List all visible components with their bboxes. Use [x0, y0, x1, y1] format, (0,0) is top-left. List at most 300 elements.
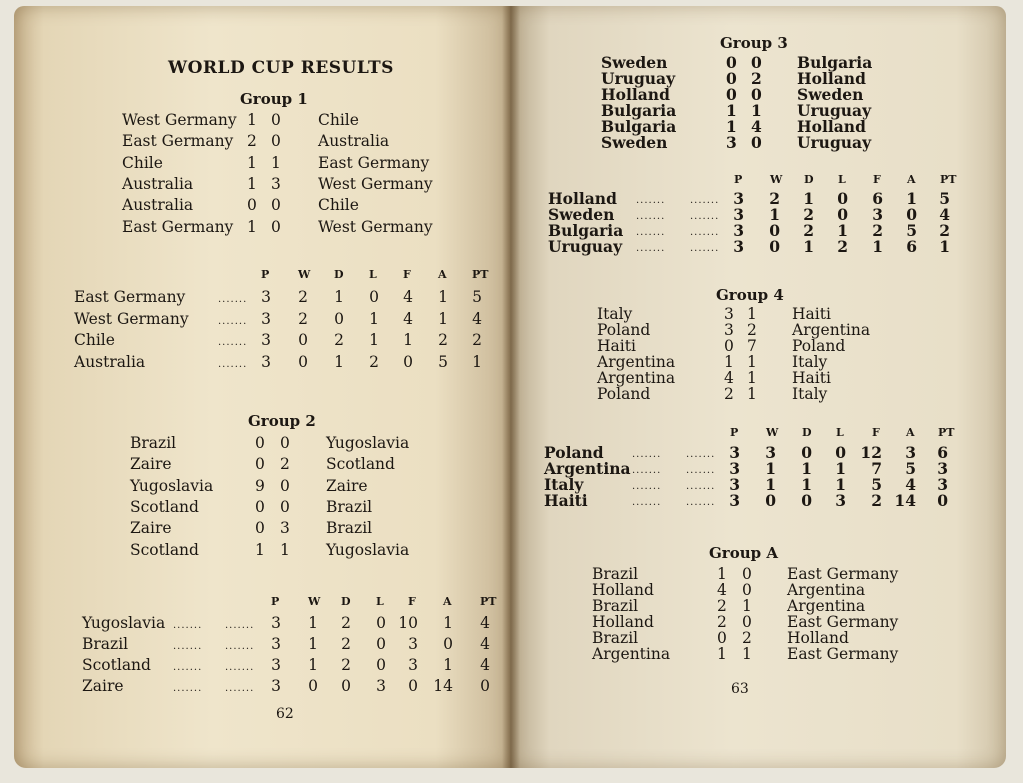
leader-dots: ....... [218, 358, 248, 370]
standings-value: 0 [376, 656, 386, 674]
standings-value: 1 [835, 475, 846, 494]
match-home-score: 0 [726, 85, 737, 104]
match-home-score: 4 [717, 581, 727, 599]
standings-value: 3 [261, 331, 271, 349]
group-2-heading: Group 2 [248, 412, 316, 430]
standings-value: 1 [369, 331, 379, 349]
match-away-score: 0 [742, 613, 752, 631]
match-home-score: 3 [726, 133, 737, 152]
match-away-score: 0 [751, 85, 762, 104]
standings-value: 2 [341, 635, 351, 653]
page-number: 63 [731, 681, 749, 697]
standings-value: 4 [480, 656, 490, 674]
match-away-score: 1 [742, 597, 752, 615]
standings-value: 2 [341, 656, 351, 674]
standings-value: 0 [376, 635, 386, 653]
standings-team: West Germany [74, 309, 189, 328]
match-away-score: 2 [747, 321, 757, 339]
leader-dots: ....... [686, 449, 716, 460]
standings-team: Yugoslavia [82, 614, 166, 632]
standings-value: 4 [480, 614, 490, 632]
match-away-team: Bulgaria [797, 53, 873, 72]
standings-value: 5 [438, 352, 448, 371]
standings-value: 1 [803, 189, 814, 208]
leader-dots: ....... [225, 620, 255, 631]
leader-dots: ....... [218, 315, 248, 327]
standings-value: 2 [803, 221, 814, 240]
leader-dots: ....... [632, 465, 662, 476]
match-home-team: Scotland [130, 540, 199, 559]
standings-value: 0 [308, 677, 318, 695]
standings-value: 3 [376, 677, 386, 695]
match-home-score: 0 [726, 69, 737, 88]
match-away-score: 0 [271, 217, 281, 236]
standings-value: 1 [334, 288, 344, 306]
table-header-d: D [804, 173, 814, 186]
standings-value: 14 [433, 677, 453, 695]
table-header-l: L [836, 426, 844, 439]
match-home-team: Brazil [130, 434, 177, 452]
standings-value: 1 [837, 221, 848, 240]
match-home-score: 1 [255, 540, 265, 559]
match-home-score: 1 [717, 565, 727, 583]
match-home-team: Bulgaria [601, 101, 677, 120]
table-header-a: A [438, 268, 447, 281]
standings-value: 3 [271, 635, 281, 653]
leader-dots: ....... [173, 683, 203, 694]
standings-value: 2 [769, 189, 780, 208]
match-home-team: Scotland [130, 497, 199, 516]
standings-team: East Germany [74, 288, 186, 306]
match-away-score: 1 [747, 353, 757, 371]
match-away-team: West Germany [318, 174, 433, 193]
leader-dots: ....... [218, 337, 248, 348]
leader-dots: ....... [173, 641, 203, 652]
standings-value: 2 [871, 491, 882, 510]
standings-value: 5 [906, 221, 917, 240]
standings-value: 5 [939, 189, 950, 208]
match-home-score: 1 [247, 217, 257, 236]
table-header-l: L [376, 595, 384, 608]
match-away-team: East Germany [787, 613, 899, 631]
match-home-score: 4 [724, 369, 734, 387]
match-home-team: Poland [597, 385, 651, 403]
leader-dots: ....... [690, 195, 720, 206]
match-away-team: Chile [318, 196, 359, 215]
table-header-l: L [369, 268, 377, 281]
leader-dots: ....... [690, 227, 720, 238]
match-away-score: 3 [280, 519, 290, 538]
match-home-team: Poland [597, 321, 651, 339]
standings-value: 1 [765, 459, 776, 478]
table-header-p: P [730, 426, 739, 439]
match-home-team: Sweden [601, 53, 668, 72]
page-title: WORLD CUP RESULTS [168, 58, 394, 78]
standings-value: 4 [403, 288, 413, 306]
table-header-a: A [906, 426, 915, 439]
standings-team: Zaire [82, 677, 124, 695]
match-home-team: East Germany [122, 132, 234, 151]
leader-dots: ....... [173, 662, 203, 673]
match-away-team: East Germany [318, 153, 430, 172]
match-home-team: Brazil [592, 629, 639, 647]
match-home-team: Italy [597, 305, 633, 323]
match-home-score: 3 [724, 321, 734, 339]
match-home-team: Argentina [592, 645, 671, 663]
standings-value: 0 [298, 352, 308, 371]
standings-value: 2 [438, 331, 448, 349]
standings-value: 1 [939, 237, 950, 256]
standings-value: 3 [765, 443, 776, 462]
standings-team: Holland [548, 189, 617, 208]
standings-value: 0 [801, 491, 812, 510]
standings-value: 3 [937, 475, 948, 494]
table-header-f: F [408, 595, 416, 608]
match-away-team: Yugoslavia [326, 434, 410, 452]
match-away-team: Haiti [792, 305, 831, 323]
standings-value: 0 [408, 677, 418, 695]
table-header-w: W [308, 595, 321, 608]
table-header-l: L [838, 173, 846, 186]
match-away-team: Holland [787, 629, 849, 647]
match-home-score: 1 [717, 645, 727, 663]
match-home-team: Uruguay [601, 69, 676, 88]
match-home-score: 1 [247, 111, 257, 129]
match-away-team: West Germany [318, 217, 433, 236]
standings-value: 2 [872, 221, 883, 240]
match-away-score: 0 [280, 476, 290, 495]
standings-value: 0 [837, 205, 848, 224]
match-away-team: Italy [792, 385, 828, 403]
match-away-score: 1 [742, 645, 752, 663]
table-header-d: D [334, 268, 344, 281]
standings-value: 1 [906, 189, 917, 208]
match-away-score: 0 [751, 53, 762, 72]
match-away-score: 2 [751, 69, 762, 88]
page-number: 62 [276, 706, 294, 722]
standings-value: 2 [298, 309, 308, 328]
standings-value: 2 [837, 237, 848, 256]
standings-value: 4 [939, 205, 950, 224]
standings-value: 3 [261, 288, 271, 306]
table-header-d: D [802, 426, 812, 439]
match-home-score: 0 [255, 455, 265, 474]
standings-value: 3 [835, 491, 846, 510]
match-away-score: 4 [751, 117, 762, 136]
table-header-w: W [770, 173, 783, 186]
standings-value: 4 [905, 475, 916, 494]
leader-dots: ....... [632, 481, 662, 492]
match-home-score: 3 [724, 305, 734, 323]
standings-value: 3 [733, 221, 744, 240]
standings-value: 0 [369, 288, 379, 306]
table-header-a: A [443, 595, 452, 608]
standings-value: 3 [872, 205, 883, 224]
book-gutter [502, 6, 520, 768]
standings-value: 12 [860, 443, 882, 462]
standings-value: 1 [438, 288, 448, 306]
table-header-f: F [872, 426, 880, 439]
match-home-team: Haiti [597, 337, 636, 355]
standings-value: 2 [369, 352, 379, 371]
match-home-team: Holland [592, 613, 654, 631]
match-home-score: 1 [247, 153, 257, 172]
standings-value: 3 [729, 459, 740, 478]
match-away-score: 7 [747, 337, 757, 355]
standings-team: Poland [544, 443, 604, 462]
match-home-team: Bulgaria [601, 117, 677, 136]
table-header-d: D [341, 595, 351, 608]
standings-value: 6 [937, 443, 948, 462]
match-away-score: 0 [271, 196, 281, 215]
leader-dots: ....... [225, 641, 255, 652]
standings-value: 1 [369, 309, 379, 328]
match-home-team: Australia [122, 174, 194, 193]
match-away-team: Haiti [792, 369, 831, 387]
standings-value: 0 [937, 491, 948, 510]
group-a-heading: Group A [709, 544, 778, 562]
match-home-team: Brazil [592, 565, 639, 583]
match-home-team: Argentina [597, 353, 676, 371]
standings-value: 3 [271, 614, 281, 632]
match-away-score: 0 [742, 581, 752, 599]
match-away-score: 2 [742, 629, 752, 647]
match-away-team: Uruguay [797, 101, 872, 120]
standings-value: 0 [835, 443, 846, 462]
standings-value: 3 [271, 677, 281, 695]
match-away-score: 1 [747, 385, 757, 403]
leader-dots: ....... [636, 227, 666, 238]
standings-value: 3 [408, 635, 418, 653]
standings-value: 2 [939, 221, 950, 240]
match-away-team: Brazil [326, 497, 373, 516]
standings-value: 1 [308, 614, 318, 632]
standings-value: 2 [472, 331, 482, 349]
standings-value: 0 [334, 309, 344, 328]
match-away-team: Uruguay [797, 133, 872, 152]
group-1-heading: Group 1 [240, 90, 308, 108]
standings-value: 0 [298, 331, 308, 349]
left-page [14, 6, 510, 768]
standings-value: 0 [837, 189, 848, 208]
standings-value: 1 [835, 459, 846, 478]
match-home-team: Holland [592, 581, 654, 599]
match-away-team: Holland [797, 69, 866, 88]
match-home-team: West Germany [122, 111, 237, 129]
match-home-score: 0 [255, 434, 265, 452]
table-header-pt: PT [472, 268, 489, 281]
match-home-score: 0 [255, 497, 265, 516]
match-away-team: Zaire [326, 476, 368, 495]
standings-value: 1 [443, 656, 453, 674]
table-header-pt: PT [938, 426, 955, 439]
table-header-f: F [873, 173, 881, 186]
standings-value: 1 [765, 475, 776, 494]
match-home-score: 2 [247, 132, 257, 151]
table-header-p: P [271, 595, 280, 608]
standings-value: 0 [376, 614, 386, 632]
match-away-team: Argentina [792, 321, 871, 339]
leader-dots: ....... [636, 211, 666, 222]
leader-dots: ....... [686, 481, 716, 492]
match-away-team: Chile [318, 111, 359, 129]
match-away-score: 0 [742, 565, 752, 583]
standings-value: 0 [443, 635, 453, 653]
standings-value: 0 [801, 443, 812, 462]
standings-value: 3 [733, 205, 744, 224]
standings-value: 1 [472, 352, 482, 371]
standings-value: 2 [803, 205, 814, 224]
standings-team: Australia [74, 352, 146, 371]
match-away-team: Sweden [797, 85, 864, 104]
match-away-team: Italy [792, 353, 828, 371]
standings-value: 1 [443, 614, 453, 632]
standings-value: 1 [801, 475, 812, 494]
table-header-p: P [734, 173, 743, 186]
group-3-heading: Group 3 [720, 34, 788, 52]
standings-value: 0 [341, 677, 351, 695]
standings-value: 3 [937, 459, 948, 478]
match-home-team: Zaire [130, 455, 172, 474]
standings-value: 0 [906, 205, 917, 224]
match-home-score: 2 [717, 613, 727, 631]
standings-team: Brazil [82, 635, 129, 653]
table-header-w: W [298, 268, 311, 281]
leader-dots: ....... [690, 211, 720, 222]
match-away-team: Yugoslavia [326, 540, 410, 559]
standings-value: 3 [729, 475, 740, 494]
leader-dots: ....... [636, 195, 666, 206]
match-home-team: Zaire [130, 519, 172, 538]
standings-team: Bulgaria [548, 221, 624, 240]
standings-value: 2 [341, 614, 351, 632]
standings-value: 10 [398, 614, 418, 632]
standings-value: 7 [871, 459, 882, 478]
match-away-team: East Germany [787, 645, 899, 663]
match-away-score: 1 [747, 305, 757, 323]
match-away-score: 0 [280, 434, 290, 452]
leader-dots: ....... [690, 243, 720, 254]
standings-value: 1 [801, 459, 812, 478]
match-away-team: Scotland [326, 455, 395, 474]
match-home-team: East Germany [122, 217, 234, 236]
leader-dots: ....... [636, 243, 666, 254]
standings-value: 0 [769, 221, 780, 240]
match-home-score: 1 [726, 101, 737, 120]
match-home-team: Holland [601, 85, 670, 104]
standings-value: 2 [298, 288, 308, 306]
match-home-team: Sweden [601, 133, 668, 152]
match-away-team: Brazil [326, 519, 373, 538]
match-away-team: Poland [792, 337, 846, 355]
leader-dots: ....... [686, 465, 716, 476]
standings-value: 0 [765, 491, 776, 510]
standings-value: 3 [733, 189, 744, 208]
standings-value: 0 [769, 237, 780, 256]
table-header-p: P [261, 268, 270, 281]
match-away-score: 0 [271, 111, 281, 129]
standings-team: Sweden [548, 205, 615, 224]
standings-team: Chile [74, 331, 115, 349]
standings-value: 1 [334, 352, 344, 371]
match-home-score: 1 [726, 117, 737, 136]
leader-dots: ....... [225, 662, 255, 673]
standings-value: 3 [905, 443, 916, 462]
standings-value: 1 [403, 331, 413, 349]
match-home-score: 0 [717, 629, 727, 647]
leader-dots: ....... [686, 497, 716, 508]
standings-team: Italy [544, 475, 584, 494]
leader-dots: ....... [218, 294, 248, 305]
match-home-team: Chile [122, 153, 163, 172]
standings-value: 5 [905, 459, 916, 478]
table-header-pt: PT [940, 173, 957, 186]
match-away-score: 0 [271, 132, 281, 151]
standings-value: 14 [894, 491, 916, 510]
standings-value: 1 [872, 237, 883, 256]
match-home-score: 0 [724, 337, 734, 355]
match-away-team: Holland [797, 117, 866, 136]
match-home-score: 0 [247, 196, 257, 215]
match-home-score: 2 [717, 597, 727, 615]
match-away-score: 1 [751, 101, 762, 120]
leader-dots: ....... [225, 683, 255, 694]
standings-value: 4 [480, 635, 490, 653]
standings-value: 1 [803, 237, 814, 256]
standings-value: 1 [769, 205, 780, 224]
match-away-score: 1 [271, 153, 281, 172]
standings-value: 6 [872, 189, 883, 208]
table-header-f: F [403, 268, 411, 281]
match-home-team: Brazil [592, 597, 639, 615]
match-home-team: Argentina [597, 369, 676, 387]
match-away-score: 1 [280, 540, 290, 559]
match-home-score: 1 [247, 174, 257, 193]
match-home-score: 2 [724, 385, 734, 403]
standings-value: 3 [271, 656, 281, 674]
standings-value: 4 [472, 309, 482, 328]
standings-team: Haiti [544, 491, 588, 510]
match-away-score: 3 [271, 174, 281, 193]
standings-value: 4 [403, 309, 413, 328]
match-home-team: Australia [122, 196, 194, 215]
match-away-team: Argentina [787, 581, 866, 599]
standings-value: 3 [729, 443, 740, 462]
table-header-a: A [907, 173, 916, 186]
leader-dots: ....... [632, 449, 662, 460]
group-4-heading: Group 4 [716, 286, 784, 304]
standings-value: 2 [334, 331, 344, 349]
standings-value: 0 [480, 677, 490, 695]
match-home-score: 0 [255, 519, 265, 538]
standings-value: 0 [403, 352, 413, 371]
standings-value: 1 [308, 635, 318, 653]
standings-value: 3 [729, 491, 740, 510]
standings-value: 3 [261, 352, 271, 371]
standings-value: 3 [261, 309, 271, 328]
standings-value: 5 [871, 475, 882, 494]
standings-value: 1 [308, 656, 318, 674]
standings-value: 5 [472, 288, 482, 306]
match-away-team: Argentina [787, 597, 866, 615]
match-home-team: Yugoslavia [130, 476, 214, 495]
table-header-pt: PT [480, 595, 497, 608]
match-home-score: 0 [726, 53, 737, 72]
match-away-score: 0 [280, 497, 290, 516]
standings-team: Uruguay [548, 237, 623, 256]
leader-dots: ....... [632, 497, 662, 508]
match-away-score: 1 [747, 369, 757, 387]
